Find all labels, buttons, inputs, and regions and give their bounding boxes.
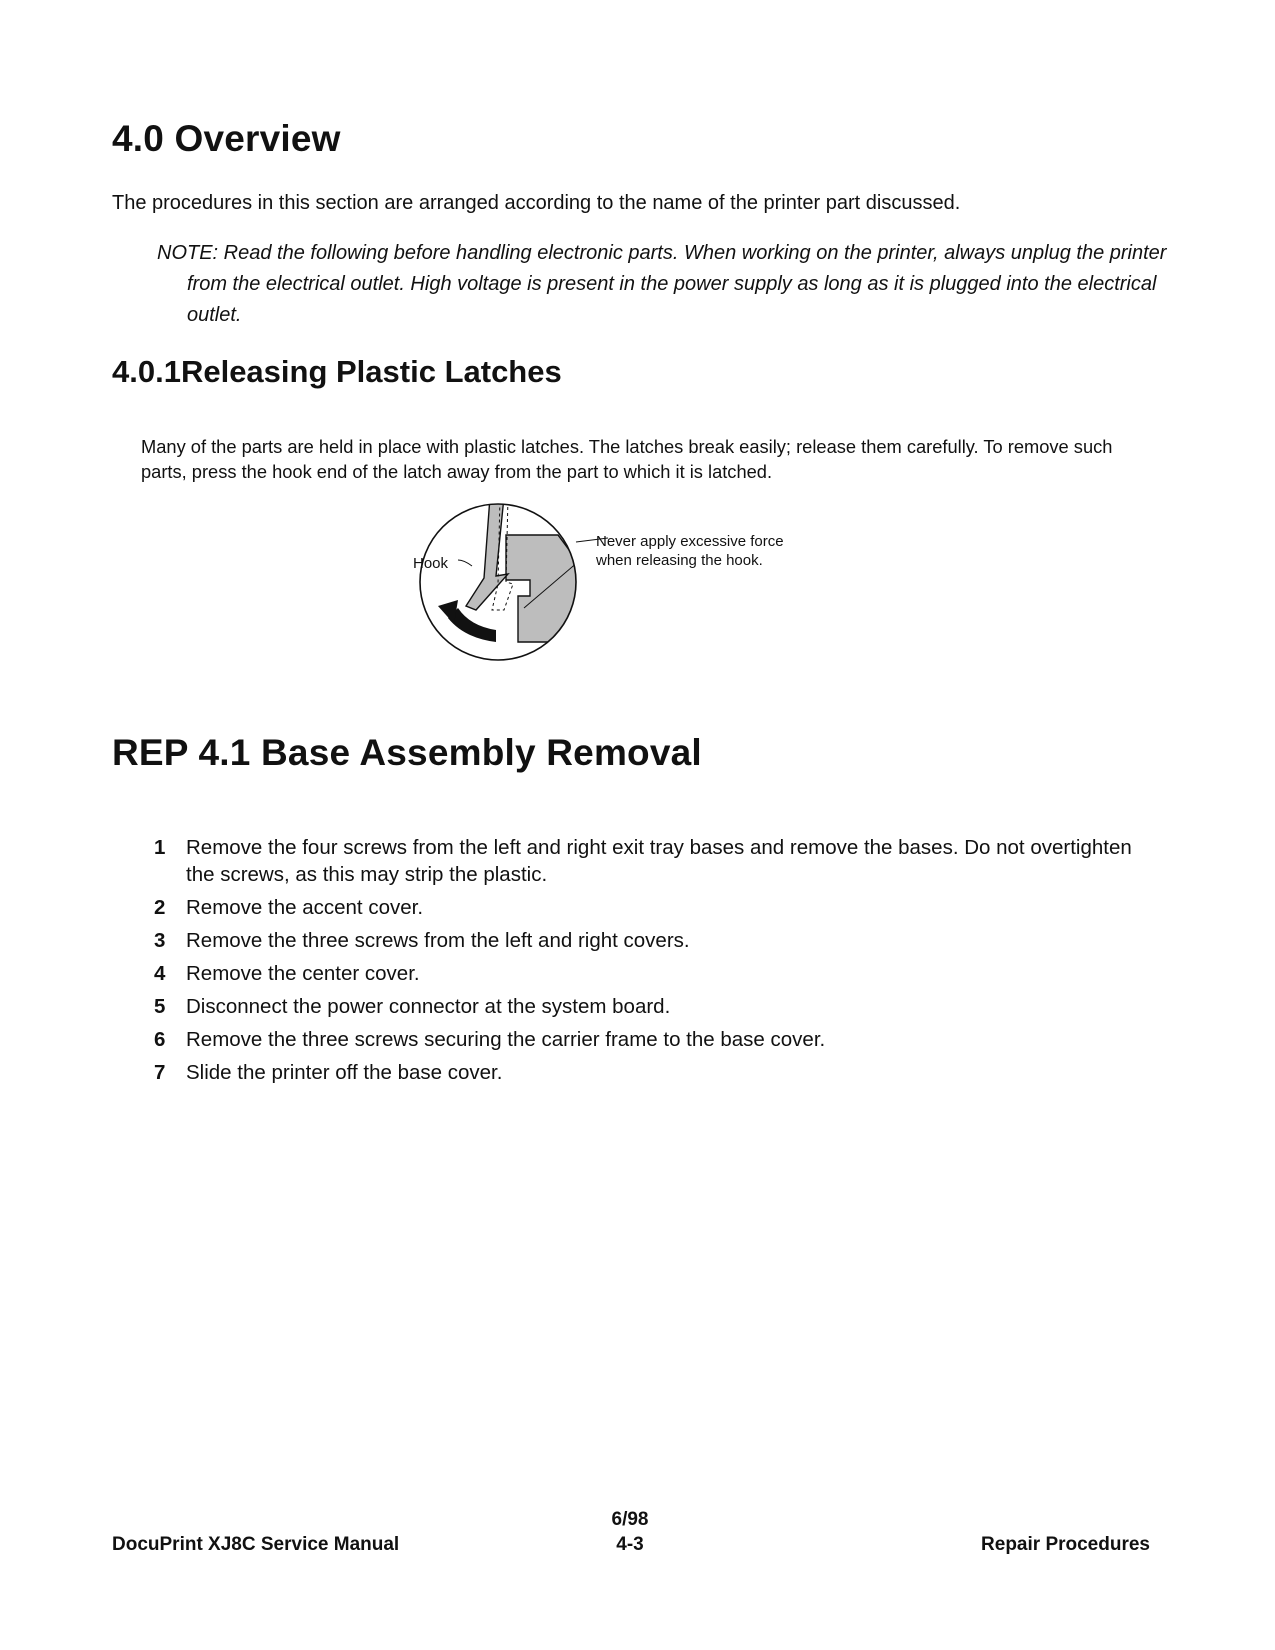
safety-note: NOTE: Read the following before handling electronic parts. When working on the printer, always unplug the printer from the electrical outlet. High voltage is present in the power supply as long as it is plugged into the electrical outlet. (157, 242, 1167, 326)
step-number: 3 (154, 929, 166, 952)
overview-intro: The procedures in this section are arranged according to the name of the printer part discussed. (112, 192, 961, 214)
overview-heading: 4.0 Overview (112, 118, 341, 159)
latched-part-shape (506, 535, 578, 642)
latch-release-figure (413, 502, 838, 682)
step-number: 5 (154, 995, 166, 1018)
latches-body: Many of the parts are held in place with plastic latches. The latches break easily; release them carefully. To remove such parts, press the hook end of the latch away from the part to which it is latched. (141, 436, 1113, 482)
step-text: Remove the three screws securing the carrier frame to the base cover. (186, 1028, 826, 1051)
step-text: Disconnect the power connector at the system board. (186, 995, 671, 1018)
footer-section-name: Repair Procedures (981, 1534, 1150, 1555)
step-number: 4 (154, 962, 166, 985)
step-item (150, 834, 1150, 888)
footer-manual-title: DocuPrint XJ8C Service Manual (112, 1534, 400, 1555)
step-text: Slide the printer off the base cover. (186, 1061, 503, 1084)
hook-label: Hook (413, 555, 449, 572)
step-item (150, 993, 1150, 1020)
rep41-heading: REP 4.1 Base Assembly Removal (112, 732, 702, 773)
step-number: 7 (154, 1061, 166, 1084)
step-item (150, 960, 1150, 987)
step-number: 2 (154, 896, 166, 919)
step-text: Remove the center cover. (186, 962, 420, 985)
footer-date: 6/98 (611, 1509, 649, 1530)
step-text: Remove the accent cover. (186, 896, 424, 919)
footer-page-number: 4-3 (616, 1534, 644, 1555)
step-text: Remove the four screws from the left and right exit tray bases and remove the bases. Do not overtighten the screws, as this may strip the plastic. (186, 836, 1132, 886)
step-text: Remove the three screws from the left and right covers. (186, 929, 690, 952)
callout-line-1: Never apply excessive force (596, 533, 784, 550)
step-item (150, 1026, 1150, 1053)
hook-shape (466, 497, 508, 610)
latches-heading: 4.0.1Releasing Plastic Latches (112, 354, 562, 389)
step-number: 6 (154, 1028, 166, 1051)
step-item (150, 927, 1150, 954)
callout-line-2: when releasing the hook. (596, 552, 763, 569)
step-item (150, 1059, 1150, 1086)
step-number: 1 (154, 836, 166, 859)
step-item (150, 894, 1150, 921)
procedure-steps (150, 834, 1150, 1092)
